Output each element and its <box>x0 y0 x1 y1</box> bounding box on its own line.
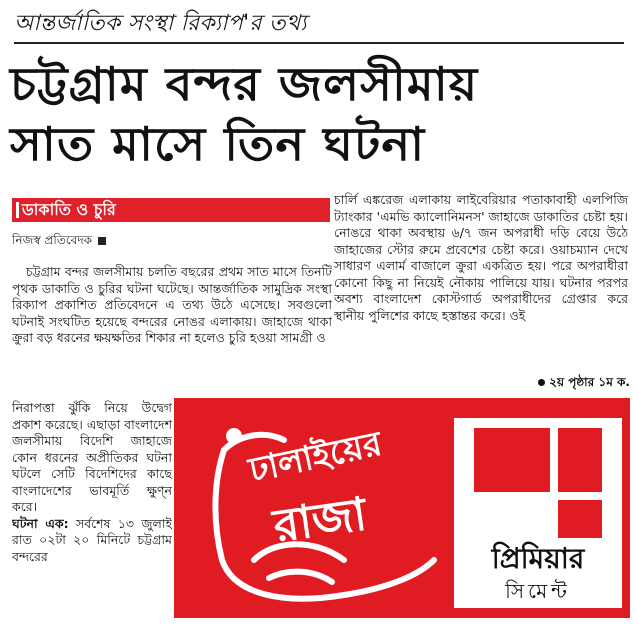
ad-slogan-line-2: রাজা <box>270 486 370 553</box>
headline-line-2: সাত মাসে তিন ঘটনা <box>10 117 426 171</box>
right-column-paragraph: চার্লি এঙ্করেজ এলাকায় লাইবেরিয়ার পতাকাবাহী এলপিজি ট্যাংকার 'এমভি ক্যালোনিমনস' জাহাজে ডাকাতির চেষ্টা হয়। নোঙরে থাকা অবস্থায় ৬/৭ জন অপরাধী দড়ি বেয়ে উঠে জাহাজের স্টোর রুমে প্রবেশের চেষ্টা করে। ওয়াচম্যান দেখে সাধারণ এলার্ম বাজালে ক্রুরা একত্রিত হয়। পরে অপরাধীরা কোনো কিছু না নিয়েই নৌকায় পালিয়ে যায়। ঘটনার পরপর অবশ্য বাংলাদেশ কোস্টগার্ড অপরাধীদের গ্রেপ্তার করে স্থানীয় পুলিশের কাছে হস্তান্তর করে। ওই <box>334 192 628 323</box>
kicker-divider <box>14 42 624 44</box>
brand-logo-box <box>454 418 622 608</box>
kicker-line: আন্তর্জাতিক সংস্থা রিক্যাপ'র তথ্য <box>14 11 307 36</box>
left-continuation-text: নিরাপত্তা ঝুঁকি নিয়ে উদ্বেগ প্রকাশ করেছে। এছাড়া বাংলাদেশ জলসীমায় বিদেশি জাহাজে কোন ধরনের অপ্রীতিকর ঘটনা ঘটলে সেটি বিদেশিদের কাছে বাংলাদেশের ভাবমূর্তি ক্ষুণ্ন করে। <box>12 400 172 514</box>
brand-name: প্রিমিয়ার <box>491 542 585 575</box>
premier-cement-logo-icon <box>474 428 602 538</box>
headline-line-1: চট্টগ্রাম বন্দর জলসীমায় <box>10 57 479 111</box>
ad-brand-panel <box>442 406 628 612</box>
byline-text: নিজস্ব প্রতিবেদক <box>12 233 93 247</box>
event-text: সর্বশেষ ১৩ জুলাই রাত ০২টা ২০ মিনিটে চট্টগ্রাম বন্দরের <box>12 515 172 564</box>
continued-note-text: ২য় পৃষ্ঠার ১ম ক. <box>549 375 630 389</box>
left-column-body <box>12 264 332 400</box>
left-column-continuation <box>12 400 172 616</box>
brand-subtitle: সিমেন্ট <box>505 579 571 603</box>
ad-slogan-line-1: ঢালাইয়ের <box>245 423 386 491</box>
byline <box>12 232 312 250</box>
section-label: ডাকাতি ও চুরি <box>12 198 330 222</box>
headline <box>10 54 638 178</box>
event-label: ঘটনা এক: <box>12 515 69 531</box>
byline-square-icon <box>98 237 106 245</box>
ad-slogan-graphic <box>194 410 454 610</box>
bullet-icon <box>538 379 545 386</box>
right-column-body <box>334 192 628 364</box>
advertisement[interactable] <box>174 398 630 618</box>
continued-note <box>458 374 630 392</box>
left-column-paragraph: চট্টগ্রাম বন্দর জলসীমায় চলতি বছরের প্রথম সাত মাসে তিনটি পৃথক ডাকাতি ও চুরির ঘটনা ঘটেছে। আন্তর্জাতিক সামুদ্রিক সংস্থা রিক্যাপ প্রকাশিত প্রতিবেদনে এ তথ্য উঠে এসেছে। সবগুলো ঘটনাই সংঘটিত হয়েছে বন্দরের নোঙর এলাকায়। জাহাজে থাকা ক্রুরা বড় ধরনের ক্ষয়ক্ষতির শিকার না হলেও চুরি হওয়া সামগ্রী ও <box>12 264 332 345</box>
